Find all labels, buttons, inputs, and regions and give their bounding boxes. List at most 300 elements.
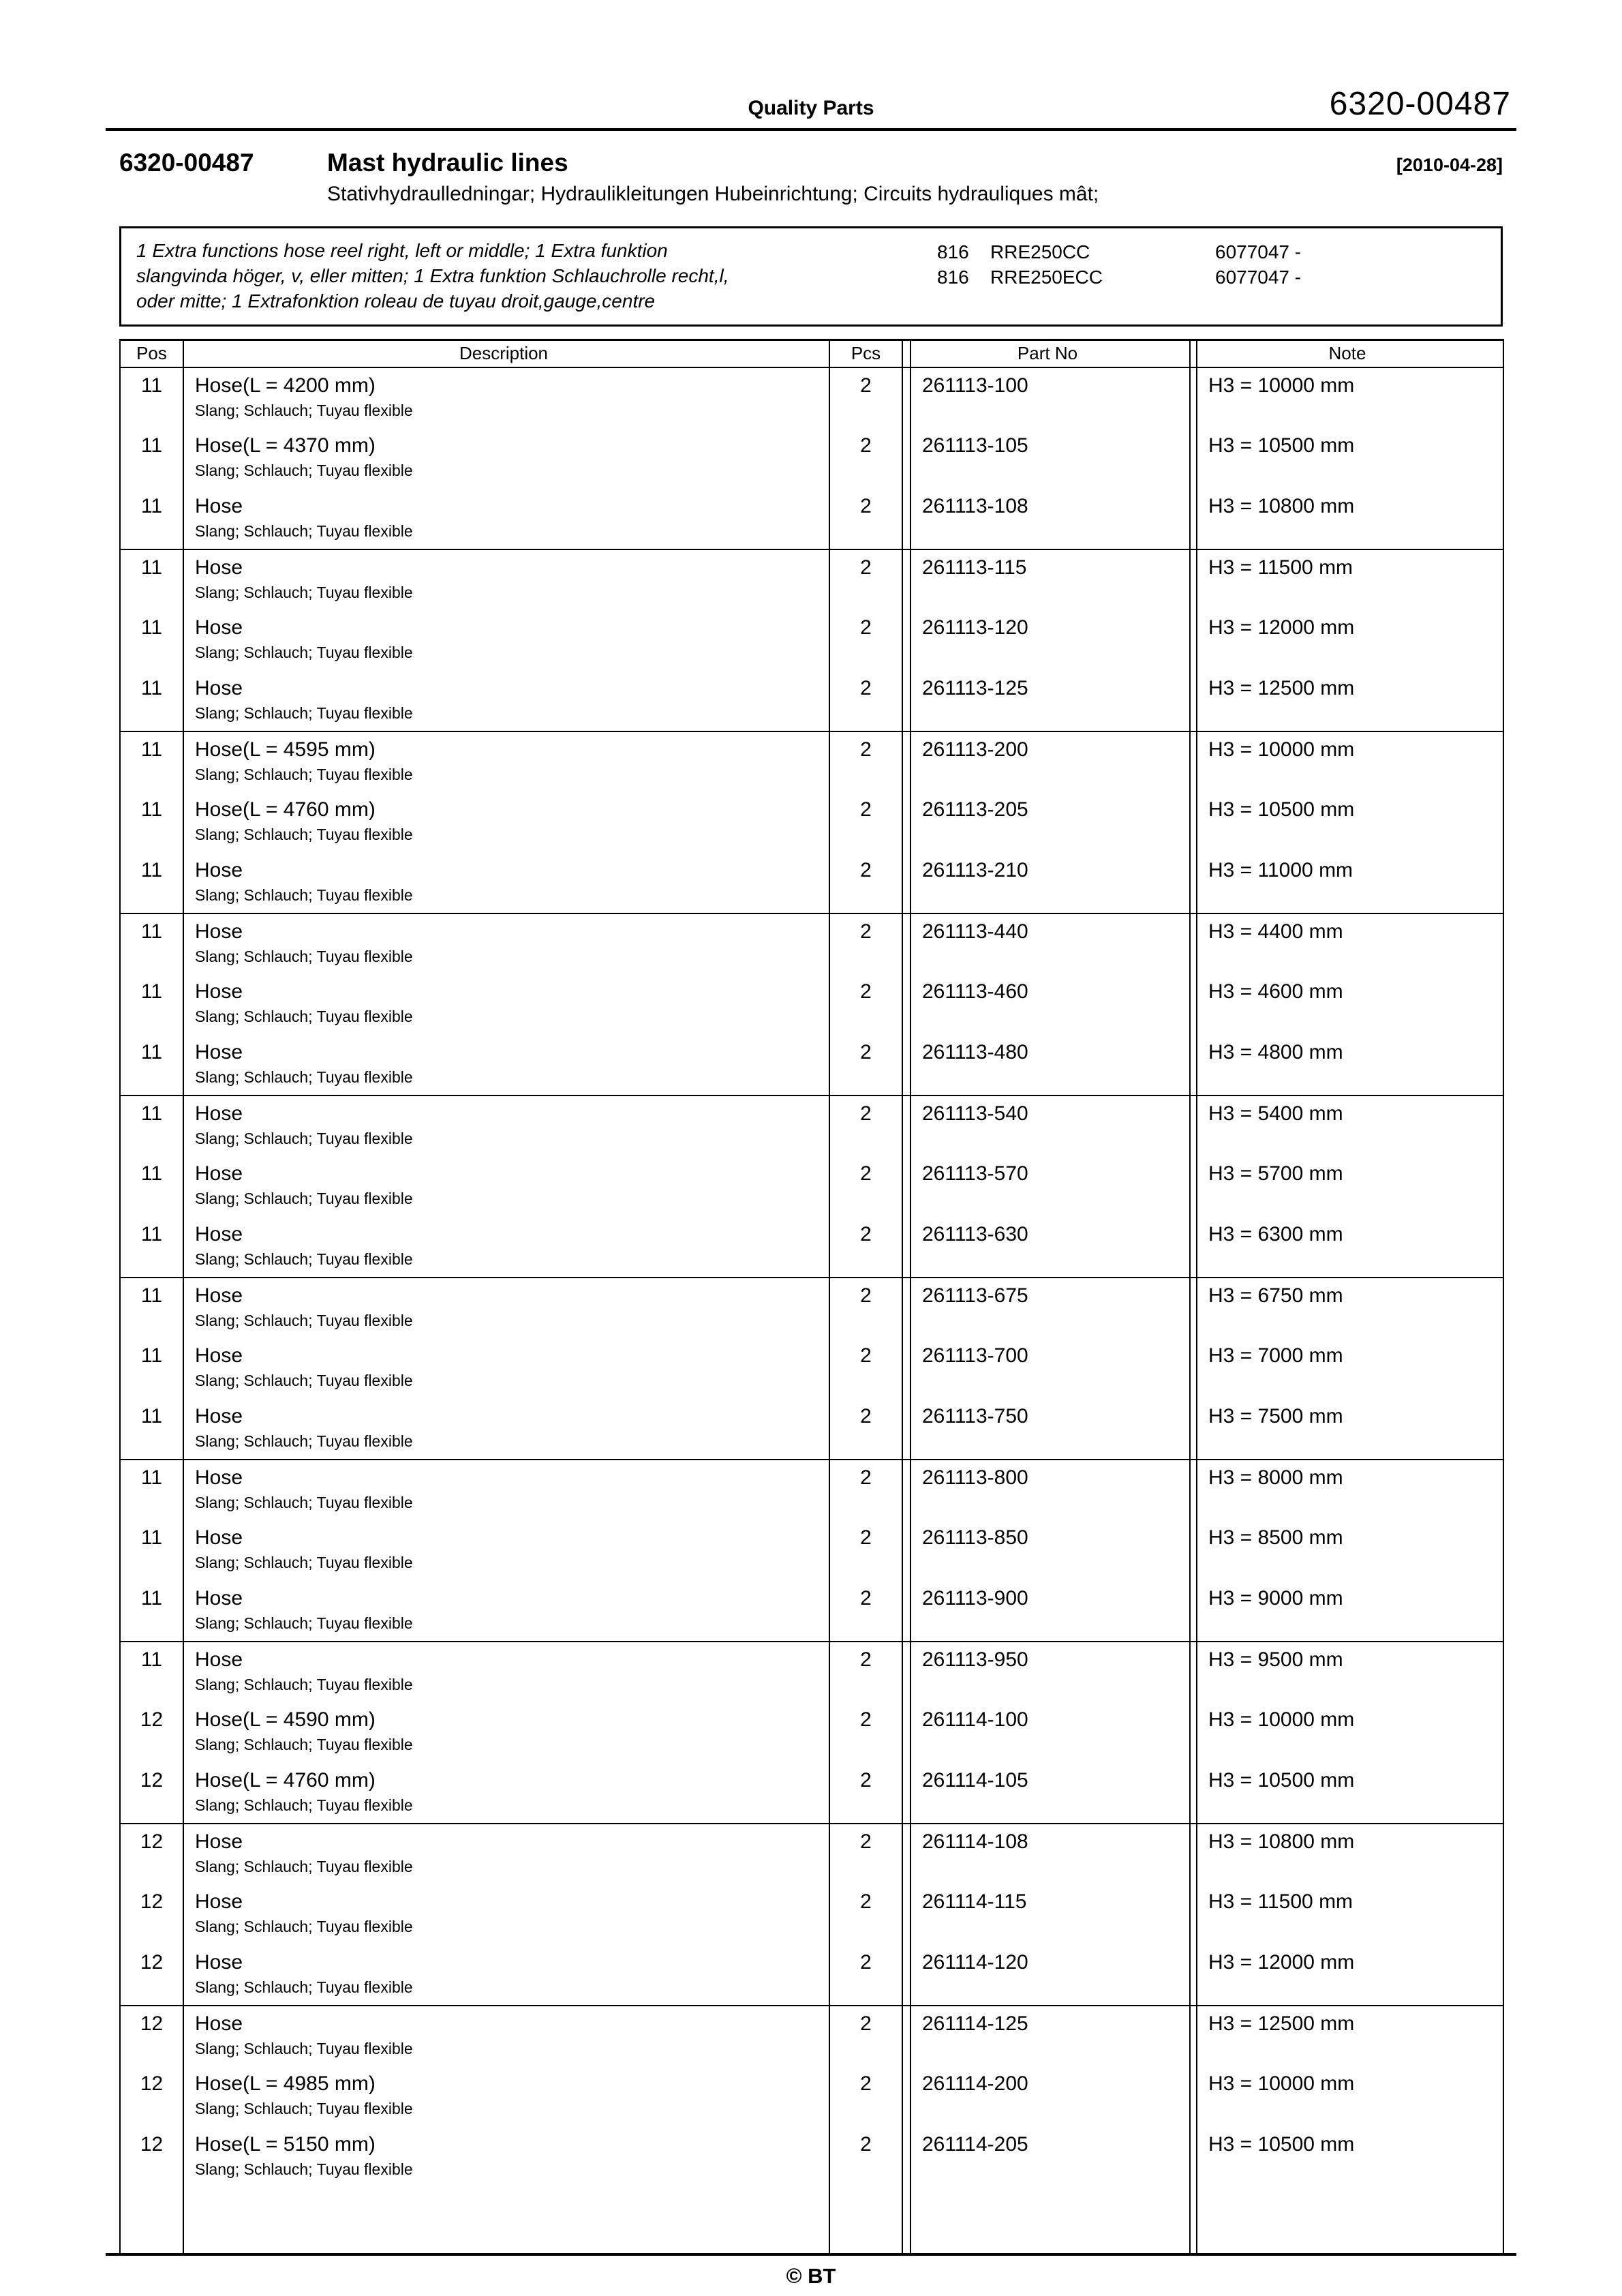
row-sub-description: Slang; Schlauch; Tuyau flexible [195, 1432, 413, 1450]
row-pos: 11 [120, 1156, 183, 1217]
row-description: Hose [195, 1526, 243, 1549]
row-part-no: 261113-440 [911, 913, 1190, 974]
row-pos: 11 [120, 731, 183, 792]
row-sub-description: Slang; Schlauch; Tuyau flexible [195, 1735, 413, 1753]
row-part-no: 261113-900 [911, 1581, 1190, 1642]
column-gap [902, 2006, 911, 2066]
column-gap [1190, 1581, 1197, 1642]
page-header [106, 0, 1516, 131]
row-note: H3 = 4400 mm [1197, 913, 1503, 974]
column-gap [1190, 1338, 1197, 1399]
description-header: Description [183, 340, 829, 367]
table-row [120, 610, 1503, 671]
table-row [120, 1217, 1503, 1278]
info-description [136, 238, 937, 314]
table-row [120, 853, 1503, 913]
row-pos: 11 [120, 1278, 183, 1338]
row-sub-description: Slang; Schlauch; Tuyau flexible [195, 2160, 413, 2178]
column-gap [902, 792, 911, 853]
row-note: H3 = 10500 mm [1197, 1763, 1503, 1824]
row-pos: 12 [120, 1824, 183, 1884]
column-gap [1190, 610, 1197, 671]
model-serial: 6077047 - [1215, 241, 1302, 262]
row-sub-description: Slang; Schlauch; Tuyau flexible [195, 401, 413, 419]
page-content [106, 0, 1516, 2289]
row-description: Hose [195, 494, 243, 517]
column-gap [902, 1278, 911, 1338]
row-part-no: 261114-115 [911, 1884, 1190, 1945]
column-gap [1190, 489, 1197, 549]
column-gap [1190, 731, 1197, 792]
row-description: Hose [195, 556, 243, 579]
column-gap [902, 340, 911, 367]
table-row [120, 1338, 1503, 1399]
header-quality-parts-label: Quality Parts [748, 97, 874, 119]
row-description: Hose(L = 4590 mm) [195, 1708, 376, 1731]
row-part-no: 261113-630 [911, 1217, 1190, 1278]
column-gap [902, 1338, 911, 1399]
table-row [120, 2127, 1503, 2188]
row-note: H3 = 12500 mm [1197, 671, 1503, 731]
column-gap [902, 489, 911, 549]
column-gap [902, 2066, 911, 2127]
column-gap [902, 1884, 911, 1945]
row-pos: 11 [120, 671, 183, 731]
row-pos: 11 [120, 367, 183, 428]
row-description: Hose(L = 4200 mm) [195, 374, 376, 397]
pos-header: Pos [120, 340, 183, 367]
row-pcs: 2 [829, 1824, 902, 1884]
row-description: Hose [195, 1586, 243, 1610]
row-pos: 11 [120, 610, 183, 671]
row-part-no: 261113-200 [911, 731, 1190, 792]
row-sub-description: Slang; Schlauch; Tuyau flexible [195, 2099, 413, 2117]
column-gap [902, 1945, 911, 2006]
table-row [120, 1156, 1503, 1217]
column-gap [1190, 671, 1197, 731]
row-pcs: 2 [829, 1096, 902, 1156]
table-row [120, 1763, 1503, 1824]
row-pcs: 2 [829, 1035, 902, 1096]
row-description: Hose [195, 1162, 243, 1185]
row-note: H3 = 11500 mm [1197, 549, 1503, 610]
table-row [120, 1399, 1503, 1460]
column-gap [1190, 1096, 1197, 1156]
row-note: H3 = 8500 mm [1197, 1520, 1503, 1581]
column-gap [902, 1520, 911, 1581]
column-gap [1190, 1763, 1197, 1824]
row-sub-description: Slang; Schlauch; Tuyau flexible [195, 2039, 413, 2057]
row-pcs: 2 [829, 974, 902, 1035]
note-header: Note [1197, 340, 1503, 367]
row-description: Hose [195, 1890, 243, 1913]
row-pcs: 2 [829, 671, 902, 731]
table-row [120, 549, 1503, 610]
row-pos: 12 [120, 1763, 183, 1824]
column-gap [1190, 2006, 1197, 2066]
row-pcs: 2 [829, 1460, 902, 1520]
doc-number: 6320-00487 [119, 149, 254, 177]
row-sub-description: Slang; Schlauch; Tuyau flexible [195, 583, 413, 601]
table-row [120, 731, 1503, 792]
row-note: H3 = 10500 mm [1197, 792, 1503, 853]
column-gap [902, 731, 911, 792]
row-note: H3 = 12000 mm [1197, 1945, 1503, 2006]
row-pos: 12 [120, 2006, 183, 2066]
row-pcs: 2 [829, 853, 902, 913]
column-gap [1190, 2066, 1197, 2127]
row-pcs: 2 [829, 1278, 902, 1338]
row-sub-description: Slang; Schlauch; Tuyau flexible [195, 1493, 413, 1511]
row-sub-description: Slang; Schlauch; Tuyau flexible [195, 643, 413, 661]
row-pcs: 2 [829, 549, 902, 610]
row-pcs: 2 [829, 1884, 902, 1945]
model-row [937, 265, 1486, 290]
row-note: H3 = 10500 mm [1197, 2127, 1503, 2188]
row-note: H3 = 12000 mm [1197, 610, 1503, 671]
row-pcs: 2 [829, 2006, 902, 2066]
row-description: Hose [195, 920, 243, 943]
row-pcs: 2 [829, 1581, 902, 1642]
column-gap [902, 610, 911, 671]
row-note: H3 = 8000 mm [1197, 1460, 1503, 1520]
row-pcs: 2 [829, 489, 902, 549]
column-gap [902, 1096, 911, 1156]
row-sub-description: Slang; Schlauch; Tuyau flexible [195, 1675, 413, 1693]
column-gap [902, 1642, 911, 1702]
column-gap [902, 549, 911, 610]
row-pcs: 2 [829, 1763, 902, 1824]
table-row [120, 1702, 1503, 1763]
row-description: Hose [195, 1284, 243, 1307]
row-note: H3 = 9000 mm [1197, 1581, 1503, 1642]
row-pcs: 2 [829, 428, 902, 489]
table-row [120, 367, 1503, 428]
table-row [120, 1035, 1503, 1096]
row-description: Hose [195, 858, 243, 881]
model-code: 816 [937, 241, 969, 262]
row-pcs: 2 [829, 792, 902, 853]
model-name: RRE250ECC [990, 267, 1103, 288]
model-code: 816 [937, 267, 969, 288]
column-gap [1190, 1399, 1197, 1460]
row-sub-description: Slang; Schlauch; Tuyau flexible [195, 1189, 413, 1207]
row-pos: 11 [120, 1520, 183, 1581]
row-pos: 11 [120, 853, 183, 913]
row-pos: 11 [120, 1642, 183, 1702]
column-gap [902, 913, 911, 974]
row-pcs: 2 [829, 1945, 902, 2006]
column-gap [1190, 1642, 1197, 1702]
row-pcs: 2 [829, 1338, 902, 1399]
row-pos: 11 [120, 974, 183, 1035]
model-name: RRE250CC [990, 241, 1090, 262]
row-part-no: 261113-108 [911, 489, 1190, 549]
row-description: Hose(L = 4760 mm) [195, 798, 376, 821]
column-gap [902, 1824, 911, 1884]
table-row [120, 1884, 1503, 1945]
row-note: H3 = 5700 mm [1197, 1156, 1503, 1217]
column-gap [1190, 1945, 1197, 2006]
row-part-no: 261113-700 [911, 1338, 1190, 1399]
row-description: Hose [195, 2012, 243, 2035]
table-filler-row [120, 2188, 1503, 2253]
row-part-no: 261113-115 [911, 549, 1190, 610]
column-gap [902, 1581, 911, 1642]
parts-table-header [120, 340, 1503, 367]
row-description: Hose [195, 1344, 243, 1367]
parts-table [119, 339, 1504, 2253]
row-description: Hose(L = 5150 mm) [195, 2132, 376, 2156]
page-body [119, 149, 1503, 2253]
row-sub-description: Slang; Schlauch; Tuyau flexible [195, 704, 413, 722]
row-pos: 11 [120, 1217, 183, 1278]
row-part-no: 261114-108 [911, 1824, 1190, 1884]
row-note: H3 = 10800 mm [1197, 489, 1503, 549]
footer-rule [106, 2253, 1516, 2256]
table-row [120, 913, 1503, 974]
row-note: H3 = 12500 mm [1197, 2006, 1503, 2066]
row-part-no: 261113-750 [911, 1399, 1190, 1460]
pcs-header: Pcs [829, 340, 902, 367]
row-note: H3 = 4600 mm [1197, 974, 1503, 1035]
column-gap [902, 428, 911, 489]
column-gap [902, 1217, 911, 1278]
row-part-no: 261113-480 [911, 1035, 1190, 1096]
row-sub-description: Slang; Schlauch; Tuyau flexible [195, 825, 413, 843]
row-pos: 11 [120, 489, 183, 549]
row-description: Hose [195, 1404, 243, 1428]
row-note: H3 = 6300 mm [1197, 1217, 1503, 1278]
row-sub-description: Slang; Schlauch; Tuyau flexible [195, 1250, 413, 1268]
column-gap [1190, 792, 1197, 853]
table-row [120, 1581, 1503, 1642]
row-sub-description: Slang; Schlauch; Tuyau flexible [195, 886, 413, 904]
model-list [937, 238, 1486, 314]
row-note: H3 = 6750 mm [1197, 1278, 1503, 1338]
column-gap [1190, 1884, 1197, 1945]
row-pcs: 2 [829, 2066, 902, 2127]
row-description: Hose [195, 1466, 243, 1489]
row-pcs: 2 [829, 1156, 902, 1217]
info-description-line: oder mitte; 1 Extrafonktion roleau de tuyau droit,gauge,centre [136, 290, 656, 312]
column-gap [902, 1460, 911, 1520]
table-row [120, 489, 1503, 549]
row-part-no: 261113-100 [911, 367, 1190, 428]
table-row [120, 1945, 1503, 2006]
row-pos: 12 [120, 1884, 183, 1945]
row-sub-description: Slang; Schlauch; Tuyau flexible [195, 1553, 413, 1571]
row-description: Hose [195, 980, 243, 1003]
row-pos: 11 [120, 1338, 183, 1399]
row-pcs: 2 [829, 1642, 902, 1702]
row-note: H3 = 5400 mm [1197, 1096, 1503, 1156]
column-gap [902, 1399, 911, 1460]
row-pcs: 2 [829, 2127, 902, 2188]
row-sub-description: Slang; Schlauch; Tuyau flexible [195, 1978, 413, 1996]
column-gap [1190, 1217, 1197, 1278]
column-gap [1190, 340, 1197, 367]
row-sub-description: Slang; Schlauch; Tuyau flexible [195, 1614, 413, 1632]
row-sub-description: Slang; Schlauch; Tuyau flexible [195, 1857, 413, 1875]
row-pos: 12 [120, 2066, 183, 2127]
row-description: Hose [195, 1950, 243, 1974]
column-gap [902, 2127, 911, 2188]
row-part-no: 261113-105 [911, 428, 1190, 489]
row-description: Hose [195, 1222, 243, 1245]
row-part-no: 261113-210 [911, 853, 1190, 913]
column-gap [1190, 428, 1197, 489]
part-no-header: Part No [911, 340, 1190, 367]
row-sub-description: Slang; Schlauch; Tuyau flexible [195, 1129, 413, 1147]
row-description: Hose [195, 1040, 243, 1063]
column-gap [1190, 1035, 1197, 1096]
row-pos: 11 [120, 1460, 183, 1520]
row-sub-description: Slang; Schlauch; Tuyau flexible [195, 1371, 413, 1389]
row-pos: 12 [120, 2127, 183, 2188]
row-pos: 11 [120, 913, 183, 974]
row-part-no: 261113-570 [911, 1156, 1190, 1217]
row-pcs: 2 [829, 913, 902, 974]
column-gap [1190, 2127, 1197, 2188]
row-pos: 11 [120, 549, 183, 610]
row-pcs: 2 [829, 610, 902, 671]
column-gap [902, 367, 911, 428]
row-sub-description: Slang; Schlauch; Tuyau flexible [195, 1068, 413, 1086]
row-part-no: 261113-800 [911, 1460, 1190, 1520]
row-sub-description: Slang; Schlauch; Tuyau flexible [195, 1311, 413, 1329]
revision-date: [2010-04-28] [1396, 155, 1503, 175]
row-pos: 11 [120, 1096, 183, 1156]
row-part-no: 261114-100 [911, 1702, 1190, 1763]
row-note: H3 = 10800 mm [1197, 1824, 1503, 1884]
row-part-no: 261114-105 [911, 1763, 1190, 1824]
row-description: Hose(L = 4370 mm) [195, 434, 376, 457]
row-note: H3 = 7500 mm [1197, 1399, 1503, 1460]
table-row [120, 1642, 1503, 1702]
column-gap [1190, 1824, 1197, 1884]
row-description: Hose [195, 676, 243, 699]
table-row [120, 2006, 1503, 2066]
row-pos: 11 [120, 1581, 183, 1642]
row-description: Hose [195, 1648, 243, 1671]
table-row [120, 1278, 1503, 1338]
page-title: Mast hydraulic lines [327, 149, 568, 177]
model-row [937, 239, 1486, 265]
row-note: H3 = 7000 mm [1197, 1338, 1503, 1399]
table-row [120, 428, 1503, 489]
row-pos: 11 [120, 1035, 183, 1096]
table-row [120, 792, 1503, 853]
row-description: Hose [195, 1830, 243, 1853]
table-row [120, 671, 1503, 731]
row-part-no: 261114-200 [911, 2066, 1190, 2127]
footer-brand: © BT [786, 2263, 836, 2288]
table-row [120, 1460, 1503, 1520]
row-pos: 11 [120, 1399, 183, 1460]
column-gap [1190, 913, 1197, 974]
row-part-no: 261113-850 [911, 1520, 1190, 1581]
row-pcs: 2 [829, 731, 902, 792]
row-sub-description: Slang; Schlauch; Tuyau flexible [195, 522, 413, 540]
row-note: H3 = 10000 mm [1197, 367, 1503, 428]
info-description-line: slangvinda höger, v, eller mitten; 1 Extra funktion Schlauchrolle recht,l, [136, 265, 729, 286]
row-part-no: 261113-540 [911, 1096, 1190, 1156]
column-gap [1190, 1156, 1197, 1217]
row-part-no: 261113-205 [911, 792, 1190, 853]
row-part-no: 261114-205 [911, 2127, 1190, 2188]
header-doc-number: 6320-00487 [1329, 86, 1511, 122]
row-sub-description: Slang; Schlauch; Tuyau flexible [195, 461, 413, 479]
column-gap [1190, 367, 1197, 428]
title-row [119, 149, 1503, 177]
row-part-no: 261113-460 [911, 974, 1190, 1035]
row-pcs: 2 [829, 1217, 902, 1278]
column-gap [902, 671, 911, 731]
row-part-no: 261113-120 [911, 610, 1190, 671]
row-sub-description: Slang; Schlauch; Tuyau flexible [195, 765, 413, 783]
column-gap [1190, 549, 1197, 610]
table-row [120, 1520, 1503, 1581]
row-sub-description: Slang; Schlauch; Tuyau flexible [195, 947, 413, 965]
info-description-line: 1 Extra functions hose reel right, left or middle; 1 Extra funktion [136, 240, 668, 261]
column-gap [902, 974, 911, 1035]
row-note: H3 = 10000 mm [1197, 2066, 1503, 2127]
column-gap [902, 1035, 911, 1096]
table-row [120, 2066, 1503, 2127]
row-part-no: 261113-950 [911, 1642, 1190, 1702]
table-row [120, 974, 1503, 1035]
row-note: H3 = 10000 mm [1197, 731, 1503, 792]
row-pos: 11 [120, 428, 183, 489]
column-gap [902, 1763, 911, 1824]
column-gap [1190, 1702, 1197, 1763]
row-note: H3 = 9500 mm [1197, 1642, 1503, 1702]
table-row [120, 1096, 1503, 1156]
row-pos: 11 [120, 792, 183, 853]
row-description: Hose [195, 1102, 243, 1125]
column-gap [902, 1702, 911, 1763]
row-sub-description: Slang; Schlauch; Tuyau flexible [195, 1796, 413, 1814]
row-sub-description: Slang; Schlauch; Tuyau flexible [195, 1917, 413, 1935]
column-gap [1190, 853, 1197, 913]
row-note: H3 = 10500 mm [1197, 428, 1503, 489]
row-pos: 12 [120, 1702, 183, 1763]
row-part-no: 261114-125 [911, 2006, 1190, 2066]
row-part-no: 261113-675 [911, 1278, 1190, 1338]
row-pcs: 2 [829, 367, 902, 428]
row-pos: 12 [120, 1945, 183, 2006]
row-note: H3 = 10000 mm [1197, 1702, 1503, 1763]
column-gap [1190, 974, 1197, 1035]
column-gap [1190, 1460, 1197, 1520]
row-description: Hose [195, 616, 243, 639]
row-description: Hose(L = 4595 mm) [195, 738, 376, 761]
page-subtitle: Stativhydraulledningar; Hydraulikleitungen Hubeinrichtung; Circuits hydrauliques mât; [327, 183, 1099, 205]
column-gap [902, 1156, 911, 1217]
column-gap [1190, 1520, 1197, 1581]
row-pcs: 2 [829, 1399, 902, 1460]
model-serial: 6077047 - [1215, 267, 1302, 288]
row-note: H3 = 11000 mm [1197, 853, 1503, 913]
row-pcs: 2 [829, 1702, 902, 1763]
row-part-no: 261114-120 [911, 1945, 1190, 2006]
column-gap [902, 853, 911, 913]
row-part-no: 261113-125 [911, 671, 1190, 731]
parts-table-body [120, 367, 1503, 2188]
row-sub-description: Slang; Schlauch; Tuyau flexible [195, 1007, 413, 1025]
row-note: H3 = 4800 mm [1197, 1035, 1503, 1096]
